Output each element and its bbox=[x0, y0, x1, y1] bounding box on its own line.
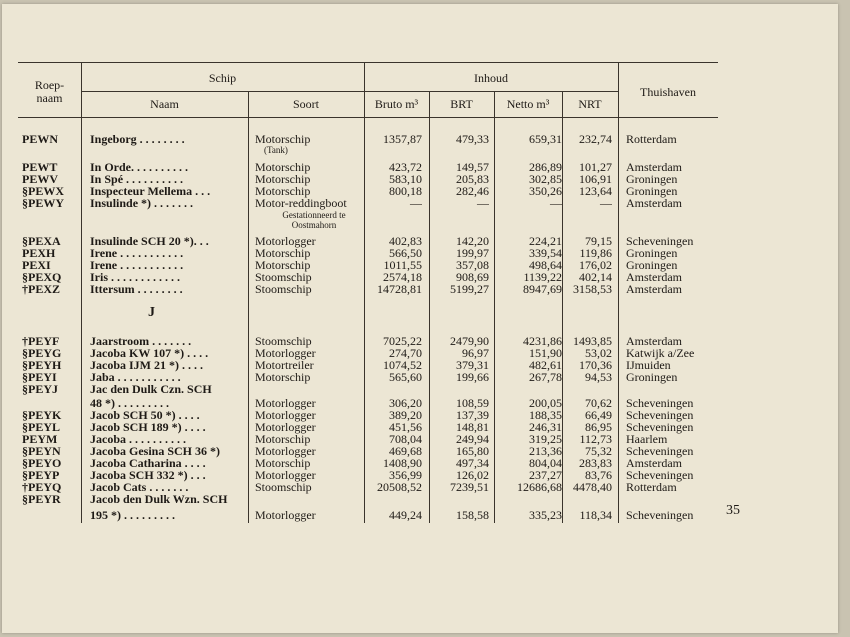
cell-code: §PEYO bbox=[22, 457, 62, 470]
cell-name: Ingeborg . . . . . . . . bbox=[90, 133, 185, 146]
cell-brt: 5199,27 bbox=[450, 283, 489, 296]
cell-brt: 497,34 bbox=[456, 457, 489, 470]
cell-code: §PEYR bbox=[22, 493, 61, 506]
cell-code: §PEWX bbox=[22, 185, 64, 198]
cell-name: Jacoba SCH 332 *) . . . bbox=[90, 469, 206, 482]
cell-soort: Motorlogger bbox=[255, 235, 316, 248]
header-nrt: NRT bbox=[578, 97, 602, 111]
cell-name: Ittersum . . . . . . . . bbox=[90, 283, 183, 296]
cell-name: 48 *) . . . . . . . . . bbox=[90, 397, 169, 410]
cell-netto: 237,27 bbox=[529, 469, 562, 482]
cell-soort: Stoomschip bbox=[255, 283, 312, 296]
cell-haven: Scheveningen bbox=[626, 409, 694, 422]
cell-brt: 142,20 bbox=[456, 235, 489, 248]
cell-soort: Motor-reddingboot bbox=[255, 197, 347, 210]
cell-code: PEXI bbox=[22, 259, 51, 272]
cell-name: Iris . . . . . . . . . . . . bbox=[90, 271, 180, 284]
cell-soort: Motorschip bbox=[255, 259, 311, 272]
cell-nrt: 283,83 bbox=[579, 457, 612, 470]
cell-nrt: 119,86 bbox=[579, 247, 612, 260]
cell-bruto: 7025,22 bbox=[383, 335, 422, 348]
cell-code: §PEYG bbox=[22, 347, 62, 360]
cell-netto: 151,90 bbox=[529, 347, 562, 360]
cell-name: Jacob SCH 50 *) . . . . bbox=[90, 409, 200, 422]
header-inhoud: Inhoud bbox=[474, 71, 508, 85]
cell-netto: 1139,22 bbox=[523, 271, 562, 284]
cell-netto: 482,61 bbox=[529, 359, 562, 372]
cell-brt: 249,94 bbox=[456, 433, 489, 446]
cell-soort: Motorschip bbox=[255, 433, 311, 446]
cell-brt: 282,46 bbox=[456, 185, 489, 198]
ship-register-table bbox=[18, 62, 718, 523]
cell-code: PEWN bbox=[22, 133, 58, 146]
cell-haven: Amsterdam bbox=[626, 335, 682, 348]
cell-brt: 7239,51 bbox=[450, 481, 489, 494]
cell-nrt: 402,14 bbox=[579, 271, 612, 284]
cell-name: 195 *) . . . . . . . . . bbox=[90, 509, 175, 522]
cell-code: §PEXQ bbox=[22, 271, 62, 284]
cell-soort: Motorschip bbox=[255, 161, 311, 174]
cell-soort: Motorschip bbox=[255, 457, 311, 470]
cell-nrt: 66,49 bbox=[585, 409, 612, 422]
cell-haven: Scheveningen bbox=[626, 469, 694, 482]
header-netto: Netto m³ bbox=[506, 97, 550, 111]
cell-name: Jacoba KW 107 *) . . . . bbox=[90, 347, 209, 360]
cell-nrt: 123,64 bbox=[579, 185, 612, 198]
cell-haven: Scheveningen bbox=[626, 235, 694, 248]
cell-name: Jaarstroom . . . . . . . bbox=[90, 335, 192, 348]
cell-soort: Motorlogger bbox=[255, 347, 316, 360]
cell-soort: Motorschip bbox=[255, 173, 311, 186]
cell-netto: 188,35 bbox=[529, 409, 562, 422]
cell-nrt: 83,76 bbox=[585, 469, 612, 482]
cell-code: §PEWY bbox=[22, 197, 64, 210]
cell-netto: — bbox=[550, 197, 562, 210]
cell-bruto: 389,20 bbox=[389, 409, 422, 422]
cell-nrt: 86,95 bbox=[585, 421, 612, 434]
cell-code: PEWT bbox=[22, 161, 58, 174]
cell-haven: Amsterdam bbox=[626, 161, 682, 174]
cell-name: Jacoba Catharina . . . . bbox=[90, 457, 206, 470]
cell-brt: 357,08 bbox=[456, 259, 489, 272]
cell-soort: Stoomschip bbox=[255, 271, 312, 284]
cell-code: §PEXA bbox=[22, 235, 61, 248]
cell-haven: IJmuiden bbox=[626, 359, 671, 372]
cell-bruto: 2574,18 bbox=[383, 271, 422, 284]
cell-bruto: 708,04 bbox=[389, 433, 422, 446]
cell-bruto: 583,10 bbox=[389, 173, 422, 186]
cell-nrt: 3158,53 bbox=[573, 283, 612, 296]
cell-brt: 149,57 bbox=[456, 161, 489, 174]
note-tank: (Tank) bbox=[264, 145, 288, 155]
cell-bruto: 306,20 bbox=[389, 397, 422, 410]
table-row bbox=[18, 197, 718, 210]
cell-nrt: 106,91 bbox=[579, 173, 612, 186]
cell-haven: Amsterdam bbox=[626, 197, 682, 210]
cell-haven: Amsterdam bbox=[626, 457, 682, 470]
cell-netto: 200,05 bbox=[529, 397, 562, 410]
cell-brt: 199,97 bbox=[456, 247, 489, 260]
cell-netto: 339,54 bbox=[529, 247, 562, 260]
cell-nrt: 70,62 bbox=[585, 397, 612, 410]
cell-name: Jacob Cats . . . . . . . bbox=[90, 481, 189, 494]
cell-name: Inspecteur Mellema . . . bbox=[90, 185, 211, 198]
cell-netto: 302,85 bbox=[529, 173, 562, 186]
cell-nrt: 118,34 bbox=[579, 509, 612, 522]
cell-nrt: 1493,85 bbox=[573, 335, 612, 348]
cell-netto: 659,31 bbox=[529, 133, 562, 146]
cell-name: Jacoba IJM 21 *) . . . . bbox=[90, 359, 203, 372]
cell-netto: 213,36 bbox=[529, 445, 562, 458]
cell-soort: Motorschip bbox=[255, 133, 311, 146]
header-roepnaam: Roep- naam bbox=[34, 78, 65, 105]
cell-nrt: 4478,40 bbox=[573, 481, 612, 494]
cell-nrt: 176,02 bbox=[579, 259, 612, 272]
cell-nrt: 101,27 bbox=[579, 161, 612, 174]
cell-haven: Amsterdam bbox=[626, 283, 682, 296]
cell-nrt: 75,32 bbox=[585, 445, 612, 458]
cell-soort: Motorlogger bbox=[255, 445, 316, 458]
header-soort: Soort bbox=[292, 97, 319, 111]
cell-brt: 908,69 bbox=[456, 271, 489, 284]
cell-haven: Groningen bbox=[626, 259, 678, 272]
cell-netto: 804,04 bbox=[529, 457, 562, 470]
cell-name: Irene . . . . . . . . . . . bbox=[90, 259, 184, 272]
table-row bbox=[18, 133, 718, 146]
cell-name: Jacob SCH 189 *) . . . . bbox=[90, 421, 206, 434]
cell-soort: Motorlogger bbox=[255, 421, 316, 434]
cell-brt: 205,83 bbox=[456, 173, 489, 186]
cell-code: §PEYL bbox=[22, 421, 61, 434]
cell-bruto: 1011,55 bbox=[383, 259, 422, 272]
cell-brt: 165,80 bbox=[456, 445, 489, 458]
cell-code: §PEYP bbox=[22, 469, 60, 482]
cell-netto: 246,31 bbox=[529, 421, 562, 434]
cell-bruto: 402,83 bbox=[389, 235, 422, 248]
cell-haven: Rotterdam bbox=[626, 481, 677, 494]
cell-nrt: — bbox=[600, 197, 612, 210]
table-row bbox=[18, 383, 718, 396]
cell-code: PEWV bbox=[22, 173, 58, 186]
table-row bbox=[18, 493, 718, 506]
cell-brt: 479,33 bbox=[456, 133, 489, 146]
header-brt: BRT bbox=[450, 97, 473, 111]
cell-name: In Spé . . . . . . . . . . bbox=[90, 173, 184, 186]
cell-bruto: 1408,90 bbox=[383, 457, 422, 470]
cell-haven: Groningen bbox=[626, 371, 678, 384]
cell-haven: Haarlem bbox=[626, 433, 668, 446]
cell-soort: Motorlogger bbox=[255, 469, 316, 482]
cell-name: Jacoba Gesina SCH 36 *) bbox=[90, 445, 221, 458]
cell-name: Insulinde *) . . . . . . . bbox=[90, 197, 194, 210]
cell-bruto: 1357,87 bbox=[383, 133, 422, 146]
cell-soort: Motorlogger bbox=[255, 409, 316, 422]
cell-name: Jacob den Dulk Wzn. SCH bbox=[90, 493, 228, 506]
cell-netto: 267,78 bbox=[529, 371, 562, 384]
cell-haven: Katwijk a/Zee bbox=[626, 347, 695, 360]
cell-name: Jac den Dulk Czn. SCH bbox=[90, 383, 212, 396]
table-row bbox=[18, 509, 718, 522]
cell-soort: Motorschip bbox=[255, 247, 311, 260]
cell-bruto: 451,56 bbox=[389, 421, 422, 434]
header-naam: Naam bbox=[150, 97, 179, 111]
cell-bruto: 800,18 bbox=[389, 185, 422, 198]
cell-haven: Rotterdam bbox=[626, 133, 677, 146]
cell-nrt: 79,15 bbox=[585, 235, 612, 248]
cell-soort: Motorlogger bbox=[255, 509, 316, 522]
cell-code: †PEYF bbox=[22, 335, 60, 348]
header-thuishaven: Thuishaven bbox=[640, 85, 696, 99]
cell-nrt: 53,02 bbox=[585, 347, 612, 360]
cell-bruto: 1074,52 bbox=[383, 359, 422, 372]
cell-haven: Scheveningen bbox=[626, 445, 694, 458]
cell-netto: 224,21 bbox=[529, 235, 562, 248]
cell-nrt: 170,36 bbox=[579, 359, 612, 372]
cell-name: Jacoba . . . . . . . . . . bbox=[90, 433, 186, 446]
cell-code: PEXH bbox=[22, 247, 56, 260]
cell-haven: Groningen bbox=[626, 185, 678, 198]
cell-code: PEYM bbox=[22, 433, 58, 446]
cell-brt: 199,66 bbox=[456, 371, 489, 384]
cell-netto: 498,64 bbox=[529, 259, 562, 272]
header-bruto: Bruto m³ bbox=[374, 97, 419, 111]
cell-soort: Stoomschip bbox=[255, 481, 312, 494]
cell-netto: 4231,86 bbox=[523, 335, 562, 348]
cell-haven: Scheveningen bbox=[626, 421, 694, 434]
cell-name: Irene . . . . . . . . . . . bbox=[90, 247, 184, 260]
cell-soort: Motorlogger bbox=[255, 397, 316, 410]
cell-bruto: 14728,81 bbox=[377, 283, 422, 296]
cell-bruto: 449,24 bbox=[389, 509, 422, 522]
cell-bruto: 423,72 bbox=[389, 161, 422, 174]
cell-nrt: 112,73 bbox=[579, 433, 612, 446]
cell-soort: Motorschip bbox=[255, 185, 311, 198]
cell-code: §PEYJ bbox=[22, 383, 58, 396]
table-row bbox=[18, 283, 718, 296]
note-gestation: Gestationneerd te Oostmahorn bbox=[282, 210, 346, 230]
header-schip: Schip bbox=[208, 71, 237, 85]
cell-bruto: 356,99 bbox=[389, 469, 422, 482]
page-number: 35 bbox=[726, 503, 740, 518]
cell-haven: Scheveningen bbox=[626, 509, 694, 522]
cell-haven: Groningen bbox=[626, 173, 678, 186]
cell-name: In Orde. . . . . . . . . . bbox=[90, 161, 189, 174]
cell-brt: 379,31 bbox=[456, 359, 489, 372]
cell-soort: Motortreiler bbox=[255, 359, 314, 372]
cell-code: §PEYH bbox=[22, 359, 62, 372]
cell-haven: Amsterdam bbox=[626, 271, 682, 284]
cell-netto: 286,89 bbox=[529, 161, 562, 174]
cell-brt: 96,97 bbox=[462, 347, 489, 360]
cell-code: †PEXZ bbox=[22, 283, 61, 296]
cell-brt: 137,39 bbox=[456, 409, 489, 422]
cell-brt: — bbox=[477, 197, 489, 210]
section-letter: J bbox=[148, 305, 155, 320]
cell-brt: 108,59 bbox=[456, 397, 489, 410]
cell-bruto: — bbox=[410, 197, 422, 210]
cell-code: §PEYI bbox=[22, 371, 57, 384]
cell-bruto: 566,50 bbox=[389, 247, 422, 260]
cell-bruto: 469,68 bbox=[389, 445, 422, 458]
document-page bbox=[2, 4, 838, 633]
cell-brt: 2479,90 bbox=[450, 335, 489, 348]
cell-soort: Stoomschip bbox=[255, 335, 312, 348]
cell-netto: 350,26 bbox=[529, 185, 562, 198]
cell-nrt: 94,53 bbox=[585, 371, 612, 384]
cell-bruto: 274,70 bbox=[389, 347, 422, 360]
cell-name: Insulinde SCH 20 *). . . bbox=[90, 235, 209, 248]
cell-haven: Scheveningen bbox=[626, 397, 694, 410]
cell-nrt: 232,74 bbox=[579, 133, 612, 146]
cell-name: Jaba . . . . . . . . . . . bbox=[90, 371, 181, 384]
cell-code: §PEYK bbox=[22, 409, 62, 422]
cell-bruto: 565,60 bbox=[389, 371, 422, 384]
cell-code: §PEYN bbox=[22, 445, 61, 458]
cell-haven: Groningen bbox=[626, 247, 678, 260]
cell-netto: 335,23 bbox=[529, 509, 562, 522]
cell-netto: 12686,68 bbox=[517, 481, 562, 494]
cell-soort: Motorschip bbox=[255, 371, 311, 384]
cell-brt: 126,02 bbox=[456, 469, 489, 482]
cell-netto: 8947,69 bbox=[523, 283, 562, 296]
cell-netto: 319,25 bbox=[529, 433, 562, 446]
cell-brt: 148,81 bbox=[456, 421, 489, 434]
cell-code: †PEYQ bbox=[22, 481, 62, 494]
cell-bruto: 20508,52 bbox=[377, 481, 422, 494]
cell-brt: 158,58 bbox=[456, 509, 489, 522]
